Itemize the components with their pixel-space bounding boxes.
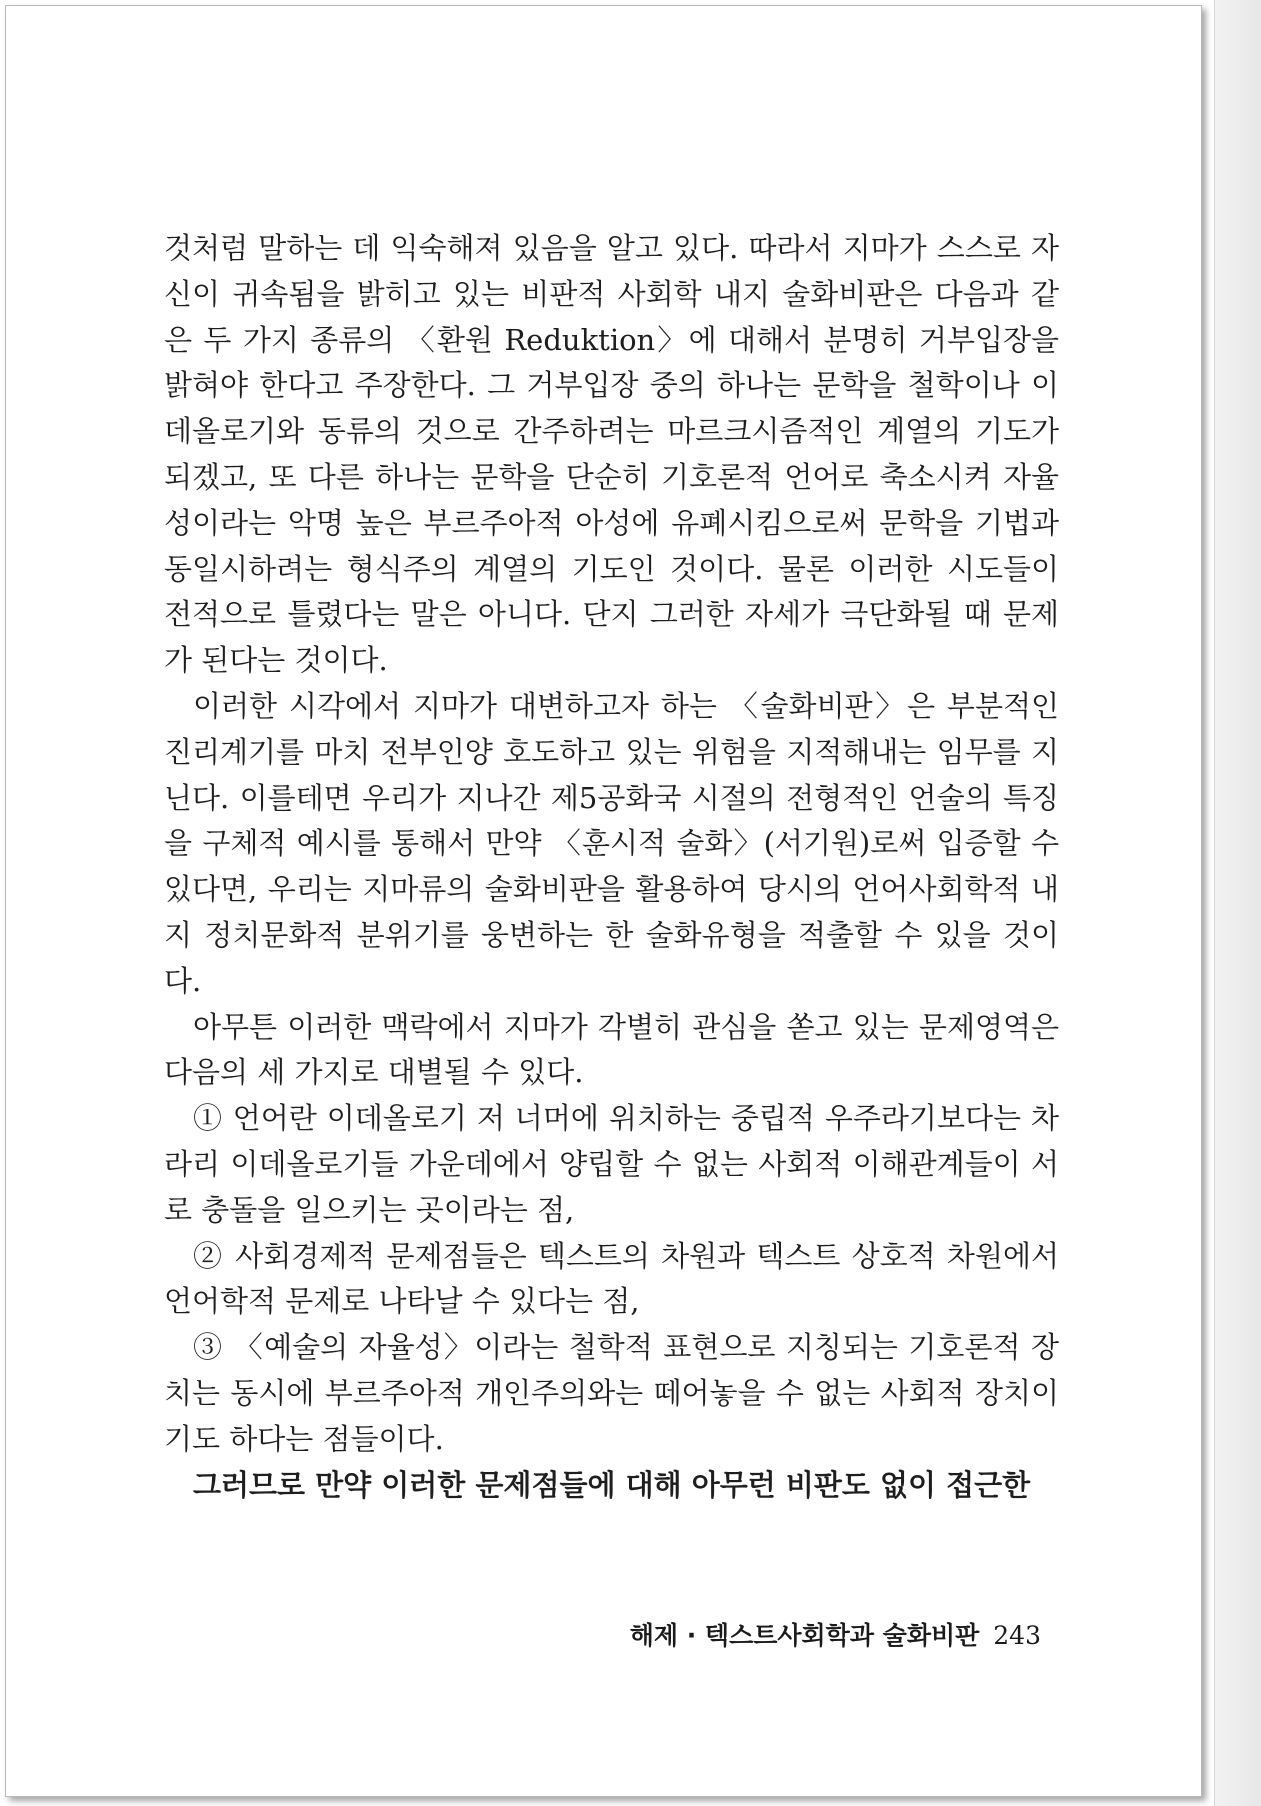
list-item-1: ① 언어란 이데올로기 저 너머에 위치하는 중립적 우주라기보다는 차라리 이데올로기들 가운데에서 양립할 수 없는 사회적 이해관계들이 서로 충돌을 일으키는 곳이라는 점, [164, 1101, 1059, 1227]
viewer-background [1214, 0, 1261, 1806]
paragraph-1: 것처럼 말하는 데 익숙해져 있음을 알고 있다. 따라서 지마가 스스로 자신이 귀속됨을 밝히고 있는 비판적 사회학 내지 술화비판은 다음과 같은 두 가지 종류의 〈환원 Reduktion〉에 대해서 분명히 거부입장을 밝혀야 한다고 주장한다. 그 거부입장 중의 하나는 문학을 철학이나 이데올로기와 동류의 것으로 간주하려는 마르크시즘적인 계열의 기도가 되겠고, 또 다른 하나는 문학을 단순히 기호론적 언어로 축소시켜 자율성이라는 악명 높은 부르주아적 아성에 유폐시킴으로써 문학을 기법과 동일시하려는 형식주의 계열의 기도인 것이다. 물론 이러한 시도들이 전적으로 틀렸다는 말은 아니다. 단지 그러한 자세가 극단화될 때 문제가 된다는 것이다. [164, 231, 1059, 678]
body-text [164, 226, 1059, 1508]
book-page [5, 5, 1202, 1797]
running-title: 해제 · 텍스트사회학과 술화비판 [629, 1621, 980, 1650]
paragraph-2: 이러한 시각에서 지마가 대변하고자 하는 〈술화비판〉은 부분적인 진리계기를 마치 전부인양 호도하고 있는 위험을 지적해내는 임무를 지닌다. 이를테면 우리가 지나간 제5공화국 시절의 전형적인 언술의 특징을 구체적 예시를 통해서 만약 〈훈시적 술화〉(서기원)로써 입증할 수 있다면, 우리는 지마류의 술화비판을 활용하여 당시의 언어사회학적 내지 정치문화적 분위기를 웅변하는 한 술화유형을 적출할 수 있을 것이다. [164, 688, 1059, 998]
page-number: 243 [993, 1621, 1041, 1650]
list-item-2: ② 사회경제적 문제점들은 텍스트의 차원과 텍스트 상호적 차원에서 언어학적 문제로 나타날 수 있다는 점, [164, 1238, 1059, 1319]
list-item-3: ③ 〈예술의 자율성〉이라는 철학적 표현으로 지칭되는 기호론적 장치는 동시에 부르주아적 개인주의와는 떼어놓을 수 없는 사회적 장치이기도 하다는 점들이다. [164, 1330, 1059, 1456]
paragraph-last: 그러므로 만약 이러한 문제점들에 대해 아무런 비판도 없이 접근한 [193, 1467, 1031, 1502]
paragraph-3: 아무튼 이러한 맥락에서 지마가 각별히 관심을 쏟고 있는 문제영역은 다음의 세 가지로 대별될 수 있다. [164, 1009, 1059, 1090]
page-footer [630, 1616, 1041, 1652]
